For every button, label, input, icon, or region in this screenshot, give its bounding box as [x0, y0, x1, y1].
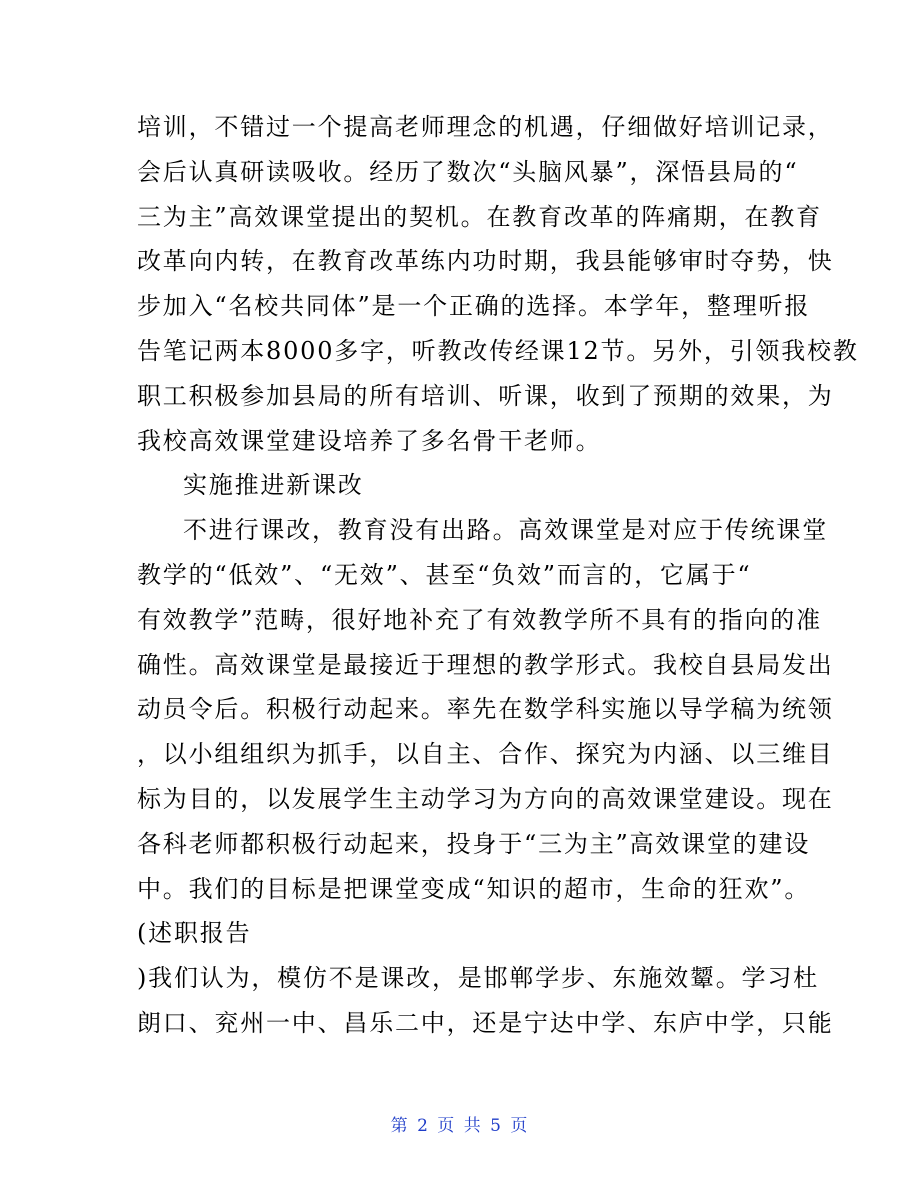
text-line-10: 不进行课改，教育没有出路。高效课堂是对应于传统课堂 — [183, 516, 828, 545]
text-line-2: 会后认真研读吸收。经历了数次“头脑风暴”，深悟县局的“ — [137, 157, 799, 186]
text-line-14: 动员令后。积极行动起来。率先在数学科实施以导学稿为统领 — [137, 695, 834, 724]
text-line-7: 职工积极参加县局的所有培训、听课，收到了预期的效果，为 — [137, 381, 834, 410]
section-heading: 实施推进新课改 — [183, 471, 364, 500]
text-line-6: 告笔记两本8000多字，听教改传经课12节。另外，引领我校教 — [137, 336, 859, 365]
text-line-21: 朗口、兖州一中、昌乐二中，还是宁达中学、东庐中学，只能 — [137, 1008, 834, 1037]
text-line-18: 中。我们的目标是把课堂变成“知识的超市，生命的狂欢”。 — [137, 874, 811, 903]
page-number-footer: 第 2 页 共 5 页 — [390, 1116, 530, 1136]
text-line-5: 步加入“名校共同体”是一个正确的选择。本学年，整理听报 — [137, 292, 811, 321]
document-body — [137, 105, 859, 1046]
text-line-12: 有效教学”范畴，很好地补充了有效教学所不具有的指向的准 — [137, 605, 822, 634]
text-line-3: 三为主”高效课堂提出的契机。在教育改革的阵痛期，在教育 — [137, 202, 822, 231]
text-line-16: 标为目的，以发展学生主动学习为方向的高效课堂建设。现在 — [137, 784, 834, 813]
text-line-15: ，以小组组织为抓手，以自主、合作、探究为内涵、以三维目 — [137, 740, 834, 769]
text-line-1: 培训，不错过一个提高老师理念的机遇，仔细做好培训记录， — [137, 113, 834, 141]
text-line-11: 教学的“低效”、“无效”、甚至“负效”而言的，它属于“ — [137, 560, 752, 589]
text-line-19: (述职报告 — [137, 919, 252, 948]
text-line-20: )我们认为，模仿不是课改，是邯郸学步、东施效颦。学习杜 — [137, 964, 819, 993]
text-line-8: 我校高效课堂建设培养了多名骨干老师。 — [137, 426, 602, 455]
text-line-4: 改革向内转，在教育改革练内功时期，我县能够审时夺势，快 — [137, 247, 834, 276]
text-line-17: 各科老师都积极行动起来，投身于“三为主”高效课堂的建设 — [137, 829, 811, 858]
text-line-13: 确性。高效课堂是最接近于理想的教学形式。我校自县局发出 — [137, 650, 834, 679]
